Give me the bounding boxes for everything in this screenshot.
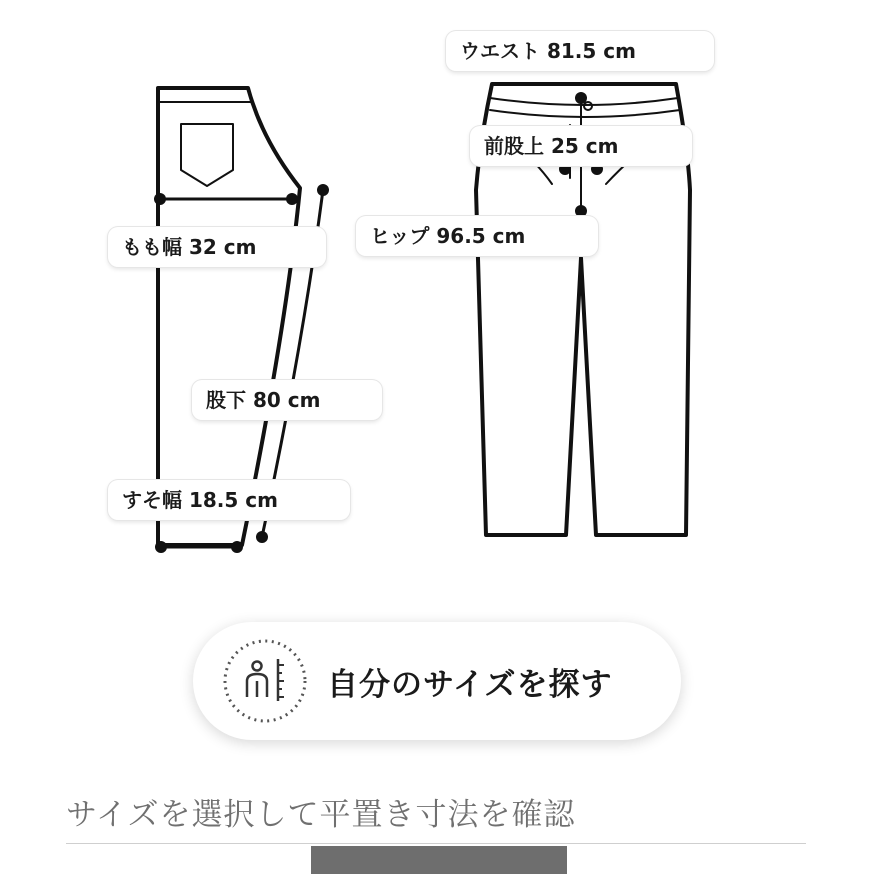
- find-my-size-label: 自分のサイズを探す: [327, 666, 613, 703]
- find-my-size-button[interactable]: [193, 622, 681, 740]
- hem-label: すそ幅 18.5 cm: [108, 480, 350, 520]
- body-measure-icon: [219, 635, 311, 727]
- size-tabs-divider: [66, 843, 806, 844]
- button-icon: [584, 102, 592, 110]
- marker-dot: [231, 541, 243, 553]
- front-rise-label: 前股上 25 cm: [470, 126, 692, 166]
- thigh-label: もも幅 32 cm: [108, 227, 326, 267]
- marker-dot: [286, 193, 298, 205]
- marker-dot: [575, 92, 587, 104]
- size-select-heading: サイズを選択して平置き寸法を確認: [66, 797, 576, 833]
- marker-dot: [256, 531, 268, 543]
- back-pocket: [181, 124, 233, 186]
- marker-dot: [155, 541, 167, 553]
- marker-dot: [154, 193, 166, 205]
- hip-label: ヒップ 96.5 cm: [356, 216, 598, 256]
- size-tab-selected[interactable]: [311, 846, 567, 874]
- waist-label: ウエスト 81.5 cm: [446, 31, 714, 71]
- inseam-label: 股下 80 cm: [192, 380, 382, 420]
- side-view-outline: [158, 88, 300, 545]
- marker-dot: [317, 184, 329, 196]
